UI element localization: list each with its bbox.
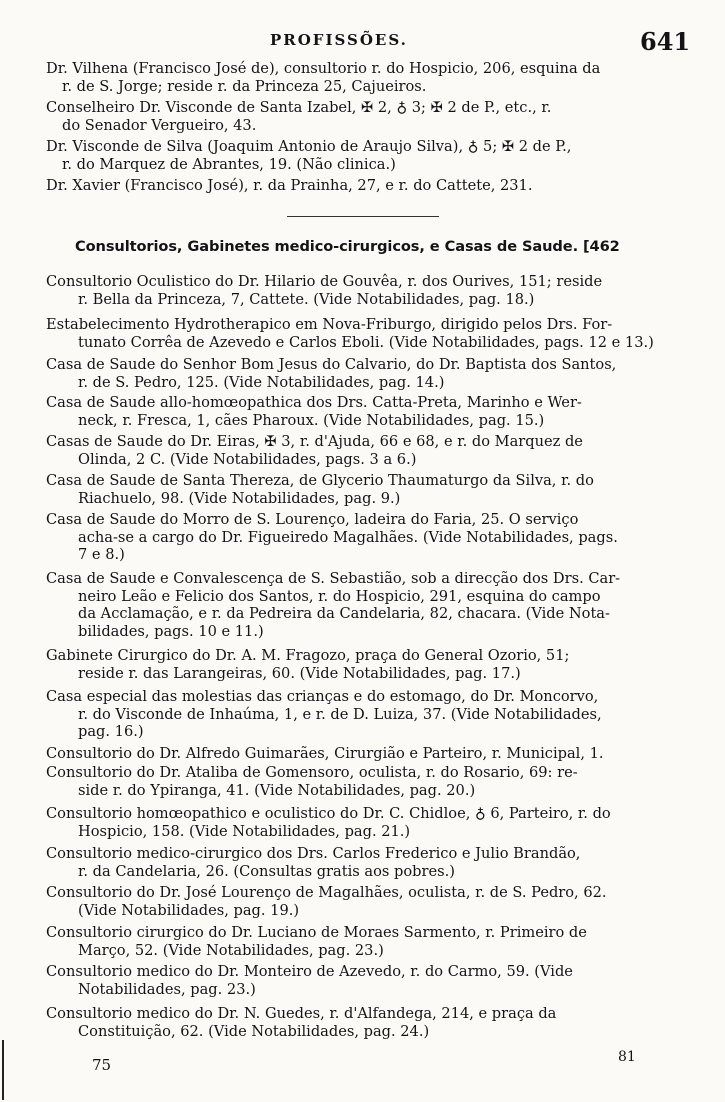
entry-line: Consultorio Oculistico do Dr. Hilario de Gouvêa, r. dos Ourives, 151; reside <box>46 273 603 290</box>
list-item <box>46 433 583 468</box>
directory-entry <box>46 99 551 134</box>
scan-edge-mark <box>2 1040 4 1100</box>
entry-line: Março, 52. (Vide Notabilidades, pag. 23.) <box>78 941 384 959</box>
entry-line: reside r. das Larangeiras, 60. (Vide Notabilidades, pag. 17.) <box>78 664 521 682</box>
entry-line: Consultorio do Dr. Alfredo Guimarães, Cirurgião e Parteiro, r. Municipal, 1. <box>46 745 604 762</box>
entry-line: Hospicio, 158. (Vide Notabilidades, pag. 21.) <box>78 822 411 840</box>
entry-line: neiro Leão e Felicio dos Santos, r. do Hospicio, 291, esquina do campo <box>78 587 601 605</box>
entry-line: bilidades, pags. 10 e 11.) <box>78 622 264 640</box>
page-title: PROFISSÕES. <box>270 31 408 49</box>
entry-line: pag. 16.) <box>78 723 144 740</box>
entry-line: Casa de Saude de Santa Thereza, de Glycerio Thaumaturgo da Silva, r. do <box>46 472 594 489</box>
entry-line: Dr. Vilhena (Francisco José de), consultorio r. do Hospicio, 206, esquina da <box>46 60 601 77</box>
entry-line: Consultorio homœopathico e oculistico do Dr. C. Chidloe, ♁ 6, Parteiro, r. do <box>46 805 611 822</box>
entry-line: Casa de Saude e Convalescença de S. Sebastião, sob a direcção dos Drs. Car- <box>46 570 621 587</box>
signature-mark-right: 81 <box>618 1049 636 1065</box>
entry-line: 7 e 8.) <box>78 546 125 563</box>
entry-line: r. Bella da Princeza, 7, Cattete. (Vide Notabilidades, pag. 18.) <box>78 290 535 308</box>
entry-line: Consultorio medico-cirurgico dos Drs. Carlos Frederico e Julio Brandão, <box>46 845 581 862</box>
section-divider <box>287 216 439 217</box>
entry-line: Gabinete Cirurgico do Dr. A. M. Fragozo, praça do General Ozorio, 51; <box>46 647 570 664</box>
entry-line: r. de S. Pedro, 125. (Vide Notabilidades, pag. 14.) <box>78 373 445 391</box>
directory-entry <box>46 138 571 173</box>
page-header <box>0 27 725 56</box>
entry-line: Olinda, 2 C. (Vide Notabilidades, pags. 3 a 6.) <box>78 450 417 468</box>
entry-line: Consultorio cirurgico do Dr. Luciano de Moraes Sarmento, r. Primeiro de <box>46 924 587 941</box>
list-item <box>46 688 602 741</box>
entry-line: Dr. Xavier (Francisco José), r. da Prainha, 27, e r. do Cattete, 231. <box>46 177 533 194</box>
list-item <box>46 1005 556 1040</box>
entry-line: side r. do Ypiranga, 41. (Vide Notabilidades, pag. 20.) <box>78 781 476 799</box>
signature-mark-left: 75 <box>92 1056 112 1074</box>
entry-line: Casa de Saude allo-homœopathica dos Drs. Catta-Preta, Marinho e Wer- <box>46 394 582 411</box>
section-title: Consultorios, Gabinetes medico-cirurgicos, e Casas de Saude. [462 <box>75 238 620 255</box>
page-number: 641 <box>640 27 691 56</box>
list-item <box>46 884 607 919</box>
list-item <box>46 963 573 998</box>
entry-line: (Vide Notabilidades, pag. 19.) <box>78 901 300 919</box>
entry-line: r. do Marquez de Abrantes, 19. (Não clinica.) <box>62 155 396 173</box>
list-item <box>46 924 587 959</box>
entry-line: r. da Candelaria, 26. (Consultas gratis aos pobres.) <box>78 862 455 880</box>
entry-line: Casa especial das molestias das crianças e do estomago, do Dr. Moncorvo, <box>46 688 599 705</box>
list-item <box>46 356 616 391</box>
entry-line: Consultorio do Dr. Ataliba de Gomensoro, oculista, r. do Rosario, 69: re- <box>46 764 578 781</box>
entry-line: da Acclamação, e r. da Pedreira da Candelaria, 82, chacara. (Vide Nota- <box>78 605 610 622</box>
entry-line: Notabilidades, pag. 23.) <box>78 980 256 998</box>
list-item <box>46 273 602 308</box>
entry-line: Consultorio medico do Dr. Monteiro de Azevedo, r. do Carmo, 59. (Vide <box>46 963 573 980</box>
entry-line: Riachuelo, 98. (Vide Notabilidades, pag. 9.) <box>78 489 401 507</box>
entry-line: Casa de Saude do Senhor Bom Jesus do Calvario, do Dr. Baptista dos Santos, <box>46 356 617 373</box>
list-item <box>46 805 611 840</box>
entry-line: Dr. Visconde de Silva (Joaquim Antonio de Araujo Silva), ♁ 5; ✠ 2 de P., <box>46 138 572 155</box>
list-item <box>46 394 582 429</box>
entry-line: Consultorio do Dr. José Lourenço de Magalhães, oculista, r. de S. Pedro, 62. <box>46 884 607 901</box>
list-item <box>46 845 580 880</box>
directory-entry <box>46 60 600 95</box>
list-item <box>46 745 604 763</box>
entry-line: Conselheiro Dr. Visconde de Santa Izabel, ✠ 2, ♁ 3; ✠ 2 de P., etc., r. <box>46 99 552 116</box>
entry-line: r. de S. Jorge; reside r. da Princeza 25, Cajueiros. <box>62 77 427 95</box>
list-item <box>46 316 654 351</box>
list-item <box>46 511 618 564</box>
list-item <box>46 570 620 640</box>
entry-line: tunato Corrêa de Azevedo e Carlos Eboli. (Vide Notabilidades, pags. 12 e 13.) <box>78 333 654 351</box>
entry-line: Estabelecimento Hydrotherapico em Nova-Friburgo, dirigido pelos Drs. For- <box>46 316 613 333</box>
entry-line: neck, r. Fresca, 1, cães Pharoux. (Vide Notabilidades, pag. 15.) <box>78 411 545 429</box>
list-item <box>46 472 594 507</box>
entry-line: Consultorio medico do Dr. N. Guedes, r. d'Alfandega, 214, e praça da <box>46 1005 557 1022</box>
entry-line: Casas de Saude do Dr. Eiras, ✠ 3, r. d'Ajuda, 66 e 68, e r. do Marquez de <box>46 433 583 450</box>
entry-line: Constituição, 62. (Vide Notabilidades, pag. 24.) <box>78 1022 430 1040</box>
entry-line: acha-se a cargo do Dr. Figueiredo Magalhães. (Vide Notabilidades, pags. <box>78 528 618 546</box>
list-item <box>46 764 578 799</box>
entry-line: Casa de Saude do Morro de S. Lourenço, ladeira do Faria, 25. O serviço <box>46 511 579 528</box>
entry-line: do Senador Vergueiro, 43. <box>62 116 257 134</box>
list-item <box>46 647 569 682</box>
directory-entry <box>46 177 532 195</box>
entry-line: r. do Visconde de Inhaúma, 1, e r. de D. Luiza, 37. (Vide Notabilidades, <box>78 705 602 723</box>
